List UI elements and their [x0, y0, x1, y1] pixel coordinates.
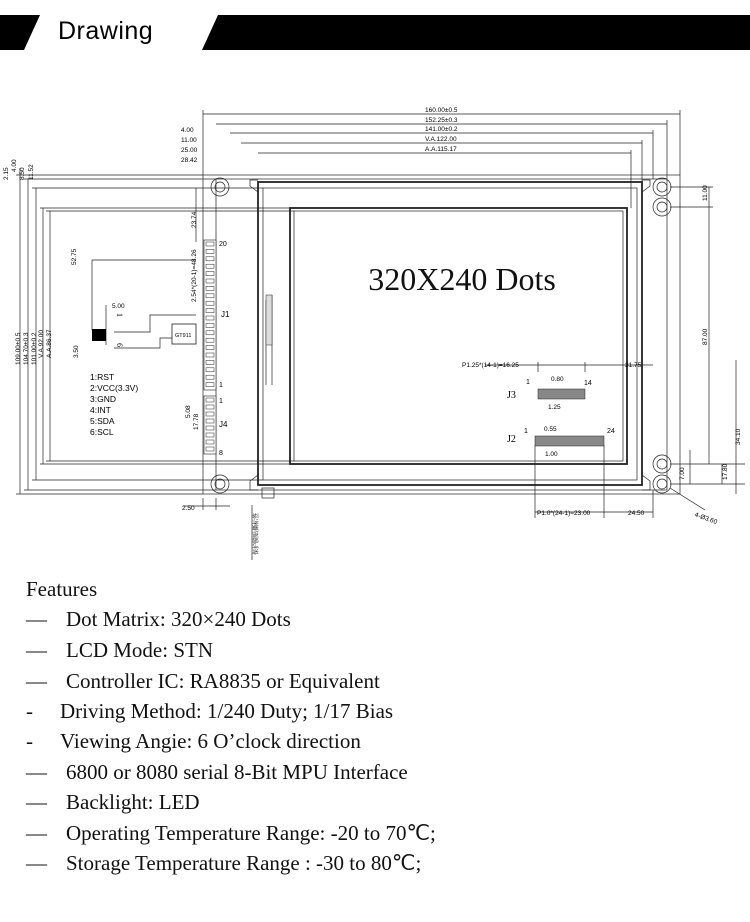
svg-text:1: 1 [524, 428, 528, 435]
svg-text:11.00: 11.00 [181, 137, 197, 144]
svg-text:A.A.86.37: A.A.86.37 [46, 329, 53, 358]
dim-160: 160.00±0.5 [425, 107, 458, 114]
svg-text:2.54*(20-1)=48.26: 2.54*(20-1)=48.26 [191, 249, 198, 302]
main-dots-text: 320X240 Dots [368, 261, 556, 297]
svg-text:31.75: 31.75 [625, 362, 642, 369]
svg-text:P1.25*(14-1)=16.25: P1.25*(14-1)=16.25 [462, 362, 519, 369]
svg-text:101.00±0.2: 101.00±0.2 [31, 332, 38, 365]
svg-text:11.00: 11.00 [702, 185, 709, 201]
dim-141: 141.00±0.2 [425, 126, 458, 133]
svg-text:1.25: 1.25 [548, 404, 561, 411]
dim-va122: V.A.122.00 [425, 136, 457, 143]
j2-header [535, 436, 604, 446]
svg-text:104.70±0.3: 104.70±0.3 [23, 332, 30, 365]
svg-text:11.52: 11.52 [28, 164, 35, 180]
feature-item: — Controller IC: RA8835 or Equivalent [26, 669, 380, 693]
pin-scl: 6:SCL [90, 427, 114, 437]
dim-aa115: A.A.115.17 [425, 146, 457, 153]
svg-text:P1.0*(24-1)=23.00: P1.0*(24-1)=23.00 [537, 510, 591, 517]
svg-text:20: 20 [219, 241, 227, 248]
j3-header [538, 389, 585, 399]
feature-item: — Backlight: LED [26, 790, 200, 814]
svg-text:0.80: 0.80 [551, 376, 564, 383]
svg-text:5.08: 5.08 [185, 405, 192, 418]
svg-text:8.50: 8.50 [19, 167, 26, 180]
svg-text:2.15: 2.15 [3, 167, 10, 180]
svg-text:17.78: 17.78 [193, 413, 200, 430]
hole-tr2 [653, 198, 671, 216]
svg-text:4.00: 4.00 [181, 127, 194, 134]
pin-sda: 5:SDA [90, 416, 115, 426]
hole-br [653, 455, 671, 473]
svg-text:34.10: 34.10 [735, 428, 742, 445]
viewing-area [290, 208, 627, 464]
svg-text:J1: J1 [221, 310, 230, 319]
svg-text:52.75: 52.75 [71, 248, 78, 265]
svg-text:25.00: 25.00 [181, 147, 198, 154]
active-area [294, 211, 623, 461]
svg-text:17.80: 17.80 [722, 463, 729, 480]
svg-text:1: 1 [526, 379, 530, 386]
pin-gnd: 3:GND [90, 394, 116, 404]
svg-text:23.74: 23.74 [191, 211, 198, 228]
svg-text:5.00: 5.00 [112, 303, 125, 310]
svg-text:保护膜贴撕标签: 保护膜贴撕标签 [254, 512, 260, 555]
header-title: Drawing [58, 17, 154, 45]
features-title: Features [26, 577, 98, 601]
svg-text:87.00: 87.00 [702, 328, 709, 345]
svg-text:J3: J3 [507, 390, 516, 401]
hole-tl [211, 178, 229, 196]
feature-item: — 6800 or 8080 serial 8-Bit MPU Interface [26, 760, 408, 784]
hole-tr [653, 178, 671, 196]
feature-item: — LCD Mode: STN [26, 638, 213, 662]
pin-vcc: 2:VCC(3.3V) [90, 383, 139, 393]
svg-text:24.50: 24.50 [628, 510, 645, 517]
dim-152: 152.25±0.3 [425, 117, 458, 124]
feature-item: — Operating Temperature Range: -20 to 70℃; [26, 821, 436, 845]
technical-drawing [0, 100, 750, 570]
svg-text:6: 6 [115, 343, 124, 347]
svg-text:V.A.92.00: V.A.92.00 [38, 330, 45, 358]
svg-text:0.55: 0.55 [544, 426, 557, 433]
svg-text:4.00: 4.00 [11, 159, 18, 172]
svg-text:3.50: 3.50 [73, 345, 80, 358]
svg-text:28.42: 28.42 [181, 157, 198, 164]
svg-text:24: 24 [607, 428, 615, 435]
svg-text:14: 14 [584, 380, 592, 387]
svg-text:1: 1 [219, 382, 223, 389]
feature-item: — Dot Matrix: 320×240 Dots [26, 607, 291, 631]
svg-text:4-Ø3.60: 4-Ø3.60 [693, 511, 719, 527]
svg-text:7.00: 7.00 [679, 467, 686, 480]
feature-item: — Storage Temperature Range : -30 to 80℃; [26, 851, 422, 875]
pin-int: 4:INT [90, 405, 111, 415]
module-outline [203, 175, 680, 494]
svg-text:1: 1 [219, 398, 223, 405]
svg-text:109.00±0.5: 109.00±0.5 [15, 332, 22, 365]
svg-text:J4: J4 [219, 420, 228, 429]
svg-text:1: 1 [115, 313, 124, 317]
feature-item: - Driving Method: 1/240 Duty; 1/17 Bias [26, 699, 394, 723]
svg-text:J2: J2 [507, 434, 516, 445]
svg-text:1.00: 1.00 [545, 451, 558, 458]
svg-text:8: 8 [219, 450, 223, 457]
svg-text:GT911: GT911 [175, 333, 192, 339]
feature-item: - Viewing Angie: 6 O’clock direction [26, 729, 361, 753]
pin-rst: 1:RST [90, 372, 115, 382]
svg-text:2.50: 2.50 [182, 505, 195, 512]
